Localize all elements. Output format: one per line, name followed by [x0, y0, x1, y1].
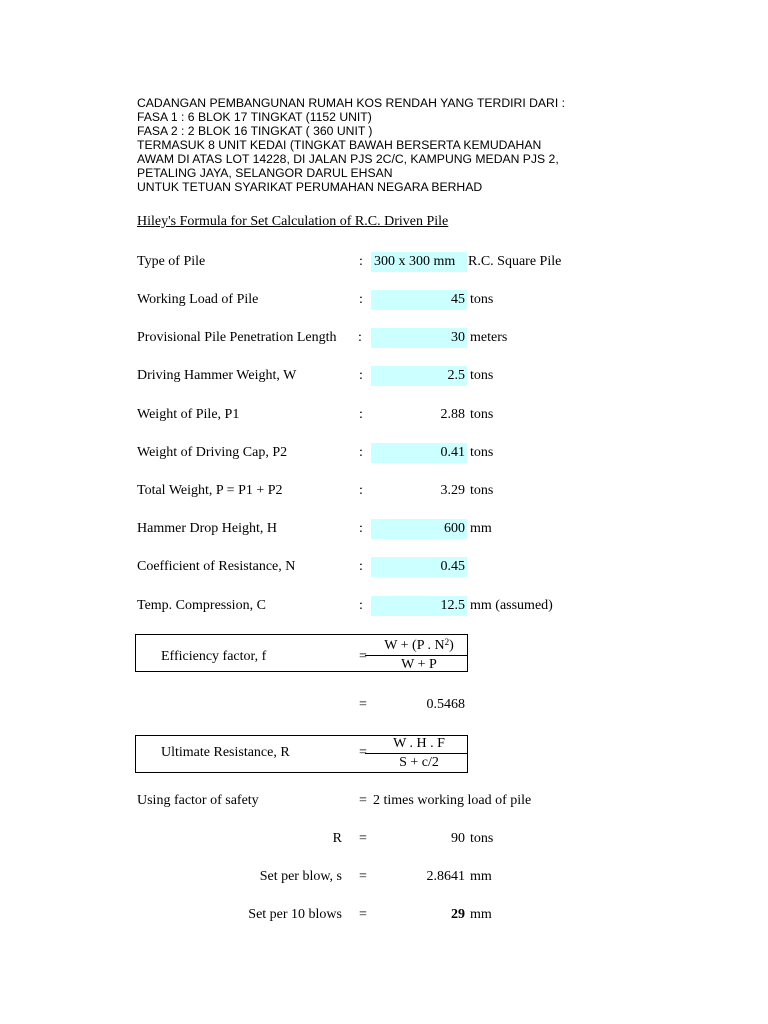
result-value-r: 90 — [451, 831, 465, 846]
row-value: 2.88 — [440, 407, 465, 422]
row-colon: : — [359, 483, 363, 498]
row-working-load — [0, 290, 768, 310]
row-value: 0.45 — [440, 559, 465, 574]
value-cell[interactable] — [371, 290, 467, 310]
row-unit: meters — [470, 330, 508, 345]
row-colon: : — [359, 445, 363, 460]
row-pile-weight — [0, 405, 768, 425]
row-unit: tons — [470, 445, 494, 460]
result-equals: = — [359, 907, 367, 922]
result-equals: = — [359, 869, 367, 884]
value-cell — [371, 481, 467, 501]
row-label: Total Weight, P = P1 + P2 — [137, 483, 283, 498]
row-value: 300 x 300 mm — [374, 254, 456, 269]
row-label: Provisional Pile Penetration Length — [137, 330, 337, 345]
header-line: CADANGAN PEMBANGUNAN RUMAH KOS RENDAH YANG TERDIRI DARI : — [137, 96, 565, 110]
row-unit: mm (assumed) — [470, 598, 553, 613]
header-line: FASA 2 : 2 BLOK 16 TINGKAT ( 360 UNIT ) — [137, 124, 373, 138]
header-line: AWAM DI ATAS LOT 14228, DI JALAN PJS 2C/C, KAMPUNG MEDAN PJS 2, — [137, 152, 559, 166]
row-value: 3.29 — [440, 483, 465, 498]
numerator-close: ) — [449, 638, 454, 653]
row-label: Temp. Compression, C — [137, 598, 266, 613]
row-penetration-length — [0, 328, 768, 348]
fraction-denominator: S + c/2 — [399, 755, 439, 770]
value-cell[interactable] — [371, 557, 467, 577]
row-label: Weight of Pile, P1 — [137, 407, 240, 422]
row-label: Driving Hammer Weight, W — [137, 368, 297, 383]
safety-equals: = — [359, 793, 367, 808]
row-colon: : — [359, 407, 363, 422]
ultimate-label: Ultimate Resistance, R — [161, 745, 290, 760]
value-cell[interactable] — [371, 596, 467, 616]
value-cell — [371, 405, 467, 425]
row-cap-weight — [0, 443, 768, 463]
row-label: Type of Pile — [137, 254, 206, 269]
row-unit: tons — [470, 368, 494, 383]
row-unit: R.C. Square Pile — [468, 254, 562, 269]
row-unit: mm — [470, 521, 492, 536]
result-equals: = — [359, 831, 367, 846]
efficiency-fraction — [371, 637, 467, 674]
row-colon: : — [358, 330, 362, 345]
header-line: FASA 1 : 6 BLOK 17 TINGKAT (1152 UNIT) — [137, 110, 372, 124]
numerator-exponent: 2 — [444, 637, 450, 647]
row-colon: : — [359, 254, 363, 269]
row-total-weight — [0, 481, 768, 501]
row-value: 45 — [451, 292, 465, 307]
row-colon: : — [359, 292, 363, 307]
row-colon: : — [359, 598, 363, 613]
efficiency-equals: = — [359, 649, 367, 664]
efficiency-result-equals: = — [359, 697, 367, 712]
ultimate-fraction — [371, 735, 467, 772]
result-unit: mm — [470, 907, 492, 922]
row-value: 0.41 — [440, 445, 465, 460]
safety-value: 2 times working load of pile — [373, 793, 532, 808]
page-title: Hiley's Formula for Set Calculation of R.C. Driven Pile — [137, 214, 449, 229]
row-value: 30 — [451, 330, 465, 345]
result-label-set-per-blow: Set per blow, s — [259, 869, 342, 884]
row-drop-height — [0, 519, 768, 539]
value-cell[interactable] — [371, 252, 467, 272]
result-label-set-per-10-blows: Set per 10 blows — [248, 907, 342, 922]
result-unit: mm — [470, 869, 492, 884]
result-unit: tons — [470, 831, 494, 846]
row-unit: tons — [470, 292, 494, 307]
value-cell[interactable] — [371, 366, 467, 386]
ultimate-equals: = — [359, 745, 367, 760]
row-label: Hammer Drop Height, H — [137, 521, 277, 536]
efficiency-label: Efficiency factor, f — [161, 649, 267, 664]
row-value: 2.5 — [447, 368, 465, 383]
row-colon: : — [359, 559, 363, 574]
result-label-r: R — [332, 831, 342, 846]
row-value: 600 — [444, 521, 465, 536]
row-label: Weight of Driving Cap, P2 — [137, 445, 288, 460]
row-unit: tons — [470, 483, 494, 498]
header-line: UNTUK TETUAN SYARIKAT PERUMAHAN NEGARA BERHAD — [137, 180, 483, 194]
result-value-set-per-blow: 2.8641 — [426, 869, 465, 884]
safety-label: Using factor of safety — [137, 793, 259, 808]
row-colon: : — [359, 368, 363, 383]
project-header — [137, 96, 565, 194]
value-cell[interactable] — [371, 328, 467, 348]
row-coefficient — [0, 557, 768, 577]
efficiency-result: 0.5468 — [426, 697, 465, 712]
row-temp-compression — [0, 596, 768, 616]
header-line: PETALING JAYA, SELANGOR DARUL EHSAN — [137, 166, 393, 180]
fraction-numerator: W . H . F — [393, 736, 445, 751]
row-hammer-weight — [0, 366, 768, 386]
row-label: Coefficient of Resistance, N — [137, 559, 296, 574]
row-colon: : — [359, 521, 363, 536]
result-value-set-per-10-blows: 29 — [451, 907, 465, 922]
numerator-text: W + (P . N — [384, 638, 445, 653]
fraction-numerator — [371, 637, 467, 655]
fraction-denominator: W + P — [401, 657, 437, 672]
header-line: TERMASUK 8 UNIT KEDAI (TINGKAT BAWAH BERSERTA KEMUDAHAN — [137, 138, 542, 152]
row-unit: tons — [470, 407, 494, 422]
row-type-of-pile — [0, 252, 768, 272]
row-label: Working Load of Pile — [137, 292, 259, 307]
value-cell[interactable] — [371, 519, 467, 539]
row-value: 12.5 — [440, 598, 465, 613]
value-cell[interactable] — [371, 443, 467, 463]
